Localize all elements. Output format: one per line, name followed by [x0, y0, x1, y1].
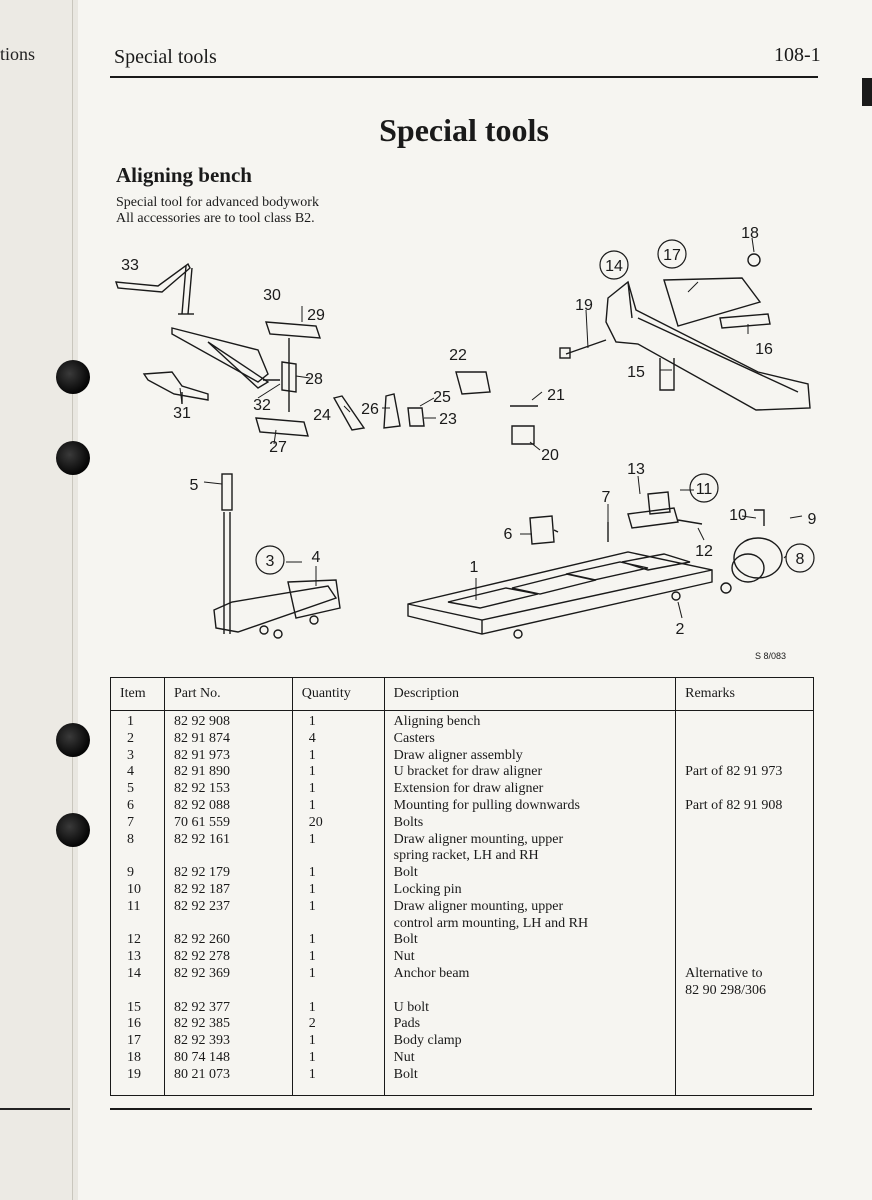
quantity-cell	[292, 932, 384, 949]
item-line: 15	[127, 999, 141, 1015]
quantity-line: 1	[308, 881, 316, 897]
remarks-cell	[676, 764, 814, 781]
quantity-cell	[292, 1050, 384, 1067]
callout-label: 6	[503, 526, 513, 543]
part-number-line: 82 91 890	[173, 764, 230, 780]
part-number-cell	[164, 1016, 292, 1033]
item-cell	[111, 764, 165, 781]
quantity-cell	[292, 1016, 384, 1033]
remarks-cell	[676, 832, 814, 866]
page-tab-marker	[862, 78, 872, 106]
callout-label: 30	[263, 287, 281, 304]
item-cell	[111, 865, 165, 882]
quantity-cell	[292, 1067, 384, 1095]
description-line: Bolt	[393, 932, 418, 948]
item-line: 1	[127, 714, 134, 729]
intro-line: Special tool for advanced bodywork	[116, 195, 319, 210]
item-cell	[111, 711, 165, 731]
quantity-cell	[292, 832, 384, 866]
item-cell	[111, 882, 165, 899]
part-number-cell	[164, 781, 292, 798]
running-header-title: Special tools	[114, 46, 217, 68]
part-number-line: 82 92 385	[173, 1016, 230, 1032]
item-line: 13	[127, 949, 141, 965]
quantity-line: 1	[308, 781, 316, 797]
description-line: control arm mounting, LH and RH	[393, 915, 589, 931]
quantity-cell	[292, 798, 384, 815]
item-line: 6	[127, 797, 134, 813]
item-line: 8	[127, 831, 134, 847]
part-number-cell	[164, 865, 292, 882]
description-cell	[384, 781, 675, 798]
part-22-hook	[456, 372, 490, 394]
section-heading: Aligning bench	[116, 163, 252, 187]
remarks-line: Alternative to	[685, 965, 763, 981]
callout-label: 7	[601, 489, 611, 506]
description-cell	[384, 1033, 675, 1050]
footer-rule	[110, 1108, 812, 1110]
quantity-line: 1	[308, 747, 316, 763]
item-line: 7	[127, 814, 134, 830]
quantity-line: 1	[308, 797, 316, 813]
description-line: Draw aligner mounting, upper	[393, 831, 564, 847]
column-header: Quantity	[292, 678, 384, 711]
callout-label: 1	[469, 559, 479, 576]
part-number-line: 82 92 153	[173, 781, 230, 797]
item-cell	[111, 1033, 165, 1050]
table-row	[111, 1033, 814, 1050]
remarks-cell	[676, 882, 814, 899]
binder-hole	[56, 360, 90, 394]
part-3-5-draw-aligner	[214, 474, 340, 638]
description-cell	[384, 966, 675, 1000]
callout-label: 23	[439, 411, 457, 428]
remarks-cell	[676, 865, 814, 882]
part-number-cell	[164, 1033, 292, 1050]
part-1-aligning-bench	[408, 552, 712, 634]
previous-page-edge	[0, 0, 73, 1200]
table-row	[111, 1016, 814, 1033]
table-row	[111, 1000, 814, 1017]
part-number-line: 82 92 908	[173, 714, 230, 729]
description-cell	[384, 731, 675, 748]
part-32-frame	[172, 328, 280, 388]
quantity-cell	[292, 865, 384, 882]
remarks-cell	[676, 711, 814, 731]
description-cell	[384, 798, 675, 815]
quantity-line: 1	[308, 714, 316, 729]
description-cell	[384, 832, 675, 866]
item-cell	[111, 966, 165, 1000]
quantity-cell	[292, 781, 384, 798]
part-number-cell	[164, 899, 292, 933]
item-line: 4	[127, 764, 134, 780]
remarks-cell	[676, 798, 814, 815]
callout-label: 31	[173, 405, 191, 422]
description-line: Draw aligner mounting, upper	[393, 898, 564, 914]
table-row	[111, 1050, 814, 1067]
description-line: Nut	[393, 949, 415, 965]
description-line: Casters	[393, 730, 435, 746]
part-number-line: 82 92 179	[173, 865, 230, 881]
column-header: Part No.	[164, 678, 292, 711]
quantity-cell	[292, 1000, 384, 1017]
binder-hole	[56, 723, 90, 757]
quantity-line: 1	[308, 1033, 316, 1049]
table-row	[111, 899, 814, 933]
remarks-cell	[676, 731, 814, 748]
quantity-line: 1	[308, 932, 316, 948]
quantity-line: 1	[308, 965, 316, 981]
table-row	[111, 781, 814, 798]
callout-label: 9	[807, 511, 817, 528]
callout-label: 21	[547, 387, 565, 404]
callout-label: 33	[121, 257, 139, 274]
part-number-line: 82 92 260	[173, 932, 230, 948]
table-row	[111, 764, 814, 781]
callout-label: 5	[189, 477, 199, 494]
part-number-cell	[164, 711, 292, 731]
description-cell	[384, 748, 675, 765]
part-number-cell	[164, 1067, 292, 1095]
callout-label: 15	[627, 364, 645, 381]
quantity-line: 1	[308, 1066, 316, 1082]
part-number-cell	[164, 832, 292, 866]
table-row	[111, 711, 814, 731]
quantity-cell	[292, 882, 384, 899]
part-number-cell	[164, 1000, 292, 1017]
quantity-cell	[292, 1033, 384, 1050]
part-number-cell	[164, 764, 292, 781]
callout-label: 4	[311, 549, 321, 566]
description-line: Bolt	[393, 865, 418, 881]
callout-label: 2	[675, 621, 685, 638]
part-number-cell	[164, 932, 292, 949]
item-line: 16	[127, 1016, 141, 1032]
part-number-cell	[164, 815, 292, 832]
item-line: 12	[127, 932, 141, 948]
quantity-line: 1	[308, 865, 316, 881]
callout-label: 10	[729, 507, 747, 524]
description-line: Pads	[393, 1016, 421, 1032]
description-cell	[384, 949, 675, 966]
description-line: Anchor beam	[393, 965, 470, 981]
quantity-line: 1	[308, 764, 316, 780]
remarks-cell	[676, 1000, 814, 1017]
remarks-cell	[676, 899, 814, 933]
table-row	[111, 1067, 814, 1095]
callout-label: 27	[269, 439, 287, 456]
quantity-line: 1	[308, 898, 316, 914]
description-line: U bracket for draw aligner	[393, 764, 543, 780]
part-11-upper-mounting	[628, 492, 702, 528]
item-cell	[111, 899, 165, 933]
remarks-cell	[676, 815, 814, 832]
figure-reference: S 8/083	[755, 651, 787, 661]
remarks-cell	[676, 966, 814, 1000]
item-line: 2	[127, 730, 134, 746]
remarks-cell	[676, 1016, 814, 1033]
part-2-casters	[514, 592, 680, 638]
table-row	[111, 748, 814, 765]
quantity-cell	[292, 899, 384, 933]
remarks-cell	[676, 949, 814, 966]
column-header: Item	[111, 678, 165, 711]
callout-label: 22	[449, 347, 467, 364]
description-cell	[384, 1050, 675, 1067]
callout-label: 20	[541, 447, 559, 464]
table-row	[111, 815, 814, 832]
item-cell	[111, 1016, 165, 1033]
remarks-line: Part of 82 91 908	[685, 797, 783, 813]
description-cell	[384, 815, 675, 832]
remarks-line: 82 90 298/306	[685, 982, 767, 998]
table-row	[111, 882, 814, 899]
description-line: Bolt	[393, 1066, 418, 1082]
exploded-parts-diagram	[108, 222, 820, 670]
part-number-cell	[164, 731, 292, 748]
item-line: 10	[127, 881, 141, 897]
callout-label: 17	[663, 247, 681, 264]
part-number-line: 82 92 088	[173, 797, 230, 813]
description-cell	[384, 932, 675, 949]
quantity-line: 2	[308, 1016, 316, 1032]
table-row	[111, 798, 814, 815]
part-number-line: 82 92 393	[173, 1033, 230, 1049]
part-19-bolt	[560, 340, 606, 358]
item-cell	[111, 832, 165, 866]
description-cell	[384, 882, 675, 899]
quantity-cell	[292, 748, 384, 765]
callout-label: 11	[695, 481, 713, 498]
description-line: Extension for draw aligner	[393, 781, 544, 797]
table-row	[111, 832, 814, 866]
callout-label: 26	[361, 401, 379, 418]
part-number-cell	[164, 748, 292, 765]
table-row	[111, 865, 814, 882]
item-cell	[111, 1000, 165, 1017]
quantity-cell	[292, 949, 384, 966]
item-cell	[111, 932, 165, 949]
part-number-line: 82 92 161	[173, 831, 230, 847]
callout-label: 14	[605, 258, 623, 275]
part-17-body-clamp	[664, 278, 760, 326]
quantity-cell	[292, 711, 384, 731]
item-cell	[111, 748, 165, 765]
binder-hole	[56, 441, 90, 475]
remarks-cell	[676, 1033, 814, 1050]
remarks-line: Part of 82 91 973	[685, 764, 783, 780]
callout-label: 13	[627, 461, 645, 478]
item-line: 9	[127, 865, 134, 881]
callout-label: 28	[305, 371, 323, 388]
quantity-line: 1	[308, 949, 316, 965]
part-number-line: 82 92 278	[173, 949, 230, 965]
callout-label: 19	[575, 297, 593, 314]
part-6-mounting	[530, 516, 558, 544]
quantity-cell	[292, 815, 384, 832]
description-cell	[384, 1067, 675, 1095]
description-cell	[384, 865, 675, 882]
part-number-line: 82 92 377	[173, 999, 230, 1015]
callout-label: 32	[253, 397, 271, 414]
page-title: Special tools	[379, 112, 549, 148]
item-line: 11	[127, 898, 141, 914]
description-cell	[384, 764, 675, 781]
header-rule	[110, 76, 818, 78]
description-line: Mounting for pulling downwards	[393, 797, 580, 813]
quantity-cell	[292, 966, 384, 1000]
part-16-pads	[720, 314, 770, 328]
callout-label: 24	[313, 407, 331, 424]
part-number-line: 82 92 187	[173, 881, 230, 897]
callout-label: 3	[265, 553, 275, 570]
part-14-anchor-beam	[606, 282, 810, 410]
binder-hole	[56, 813, 90, 847]
part-number-line: 82 91 973	[173, 747, 230, 763]
description-line: U bolt	[393, 999, 430, 1015]
callout-label: 8	[795, 551, 805, 568]
previous-page-text: tions	[0, 44, 36, 64]
quantity-line: 1	[308, 999, 316, 1015]
remarks-cell	[676, 781, 814, 798]
description-cell	[384, 899, 675, 933]
remarks-cell	[676, 932, 814, 949]
part-number-cell	[164, 1050, 292, 1067]
item-line: 18	[127, 1049, 141, 1065]
quantity-cell	[292, 764, 384, 781]
callout-label: 12	[695, 543, 713, 560]
description-cell	[384, 1000, 675, 1017]
column-header: Description	[384, 678, 675, 711]
description-line: Body clamp	[393, 1033, 462, 1049]
item-line: 5	[127, 781, 134, 797]
table-row	[111, 731, 814, 748]
table-row	[111, 949, 814, 966]
table-header-row	[111, 678, 814, 711]
item-cell	[111, 798, 165, 815]
column-header: Remarks	[676, 678, 814, 711]
item-line: 19	[127, 1066, 141, 1082]
item-cell	[111, 731, 165, 748]
part-number-cell	[164, 949, 292, 966]
quantity-line: 1	[308, 1049, 316, 1065]
quantity-line: 1	[308, 831, 316, 847]
item-cell	[111, 815, 165, 832]
description-line: Nut	[393, 1049, 415, 1065]
part-number-line: 82 92 237	[173, 898, 230, 914]
description-line: Bolts	[393, 814, 424, 830]
part-20-21-bracket	[510, 406, 538, 444]
part-number-line: 82 92 369	[173, 965, 230, 981]
part-number-cell	[164, 882, 292, 899]
part-23-26-clamps	[334, 394, 424, 430]
part-18-nut	[748, 254, 760, 266]
page-number: 108-1	[774, 44, 821, 66]
remarks-cell	[676, 1050, 814, 1067]
item-cell	[111, 1050, 165, 1067]
intro-line: All accessories are to tool class B2.	[116, 211, 315, 226]
callout-label: 18	[741, 225, 759, 242]
parts-table	[110, 677, 814, 1096]
quantity-cell	[292, 731, 384, 748]
previous-page-rule	[0, 1108, 70, 1110]
item-cell	[111, 949, 165, 966]
description-cell	[384, 711, 675, 731]
item-line: 14	[127, 965, 141, 981]
item-cell	[111, 1067, 165, 1095]
item-line: 17	[127, 1033, 141, 1049]
part-31-base	[144, 372, 208, 404]
item-cell	[111, 781, 165, 798]
table-row	[111, 966, 814, 1000]
callout-label: 25	[433, 389, 451, 406]
quantity-line: 20	[308, 814, 323, 830]
item-line: 3	[127, 747, 134, 763]
quantity-line: 4	[308, 730, 316, 746]
callout-label: 16	[755, 341, 773, 358]
description-line: spring racket, LH and RH	[393, 848, 539, 864]
description-line: Aligning bench	[393, 714, 481, 729]
part-number-cell	[164, 966, 292, 1000]
part-number-line: 80 21 073	[173, 1066, 230, 1082]
description-line: Draw aligner assembly	[393, 747, 523, 763]
description-cell	[384, 1016, 675, 1033]
description-line: Locking pin	[393, 881, 462, 897]
callout-label: 29	[307, 307, 325, 324]
remarks-cell	[676, 748, 814, 765]
table-row	[111, 932, 814, 949]
part-number-cell	[164, 798, 292, 815]
part-number-line: 80 74 148	[173, 1049, 230, 1065]
part-number-line: 82 91 874	[173, 730, 230, 746]
remarks-cell	[676, 1067, 814, 1095]
part-number-line: 70 61 559	[173, 814, 230, 830]
